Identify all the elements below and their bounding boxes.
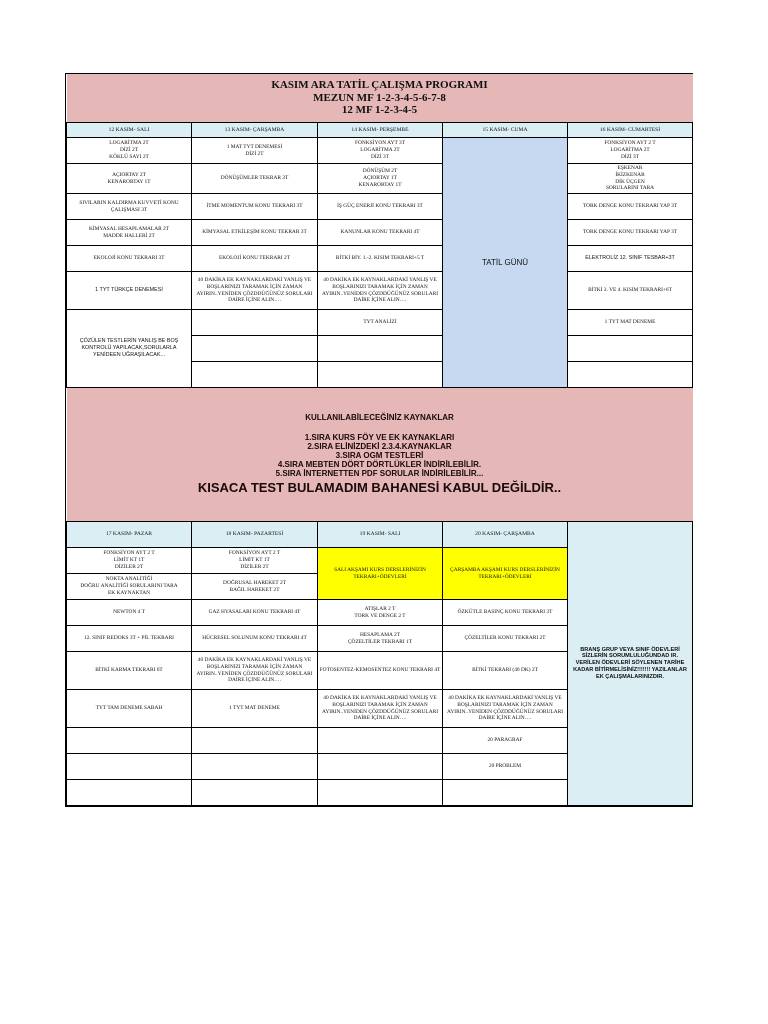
week2-header-row [67,522,693,548]
schedule-cell: FONKSİYON AYT 3T LOGARİTMA 2T DİZİ 3T [318,138,443,164]
table-row [67,246,693,272]
schedule-cell: HÜCRESEL SOLUNUM KONU TEKRARI 4T [192,626,318,652]
schedule-cell: ATIŞLAR 2 T TORK VE DENGE 2 T [318,600,443,626]
schedule-cell: FONKSİYON AYT 2 T LOGARİTMA 2T DİZİ 3T [568,138,693,164]
schedule-cell: 1 TYT TÜRKÇE DENEMESİ [67,272,192,310]
schedule-cell: BİTKİ 3. VE 4. KISIM TEKRARI+6T [568,272,693,310]
schedule-cell: BİTKİ TEKRARI (40 DK) 2T [443,652,568,690]
highlight-cell: SALI AKŞAMI KURS DERSLERİNİZİN TEKRARI+ÖDEVLERİ [318,548,443,600]
schedule-cell: DÖNÜŞÜM 2T AÇIORTAY 1T KENARORTAY 1T [318,164,443,194]
schedule-cell: 40 DAKİKA EK KAYNAKLARDAKİ YANLIŞ VE BOŞLARINIZI TARAMAK İÇİN ZAMAN AYIRIN..YENİDEN ÇÖZDDÜĞÜNÜZ SORULARI DAİRE İÇİNE ALIN…. [192,652,318,690]
schedule-cell: İŞ GÜÇ ENERJİ KONU TEKRARI 3T [318,194,443,220]
resources-heading: KULLANILABİLECEĞİNİZ KAYNAKLAR [305,413,454,423]
day-header: 13 KASIM- ÇARŞAMBA [192,123,318,138]
resource-item: 1.SIRA KURS FÖY VE EK KAYNAKLARI [304,432,455,442]
schedule-cell: ELEKTROLİZ 12. SINIF TESBAR+3T [568,246,693,272]
table-row [67,164,693,194]
schedule-cell: TYT ANALİZİ [318,310,443,336]
schedule-cell: KİMYASAL ETKİLEŞİM KONU TEKRAR 3T [192,220,318,246]
schedule-cell: 40 DAKİKA EK KAYNAKLARDAKİ YANLIŞ VE BOŞLARINIZI TARAMAK İÇİN ZAMAN AYIRIN..YENİDEN ÇÖZDDÜĞÜNÜZ SORULARI DAİRE İÇİNE ALIN…. [443,690,568,728]
schedule-cell: BİTKİ KARMA TEKRARI 6T [67,652,192,690]
highlight-cell: ÇARŞAMBA AKŞAMI KURS DERSLERİNİZİN TEKRARI+ÖDEVLERİ [443,548,568,600]
empty-cell [67,754,192,780]
schedule-cell: TYT TAM DENEME SABAH [67,690,192,728]
schedule-cell: NEWTON 4 T [67,600,192,626]
day-header: 18 KASIM- PAZARTESİ [192,522,318,548]
schedule-table [66,74,693,806]
title-line-1: KASIM ARA TATİL ÇALIŞMA PROGRAMI [271,79,488,92]
schedule-cell: EŞKENAR İKİZKENAR DİK ÜÇGEN SORULARINI TARA [568,164,693,194]
empty-cell [318,362,443,388]
empty-cell [318,754,443,780]
day-header: 17 KASIM- PAZAR [67,522,192,548]
schedule-cell: EKOLOJİ KONU TEKRARI 2T [192,246,318,272]
empty-cell [443,780,568,806]
schedule-cell: FOTOSENTEZ-KEMOSENTEZ KONU TEKRARI 4T [318,652,443,690]
table-row [67,194,693,220]
homework-note-text: BRANŞ GRUP VEYA SINIF ÖDEVLERİ SİZLERİN SORUMLULUĞUNDAD IR. VERİLEN ÖDEVLERİ SÖYLENEN TARİHE KADAR BİTİRMELİSİNİZ!!!!!!! YAZILANLAR EK ÇALIŞMALARINIZDIR. [573,646,687,680]
empty-cell [67,728,192,754]
table-row [67,220,693,246]
empty-cell [568,362,693,388]
schedule-cell: 1 TYT MAT DENEME [568,310,693,336]
schedule-cell: KANUNLAR KONU TEKRARI 4T [318,220,443,246]
schedule-cell: 20 PARAGRAF [443,728,568,754]
day-header: 20 KASIM- ÇARŞAMBA [443,522,568,548]
empty-cell [192,754,318,780]
schedule-sheet [65,73,693,807]
homework-note [568,522,693,806]
empty-cell [192,336,318,362]
schedule-cell: 40 DAKİKA EK KAYNAKLARDAKİ YANLIŞ VE BOŞLARINIZI TARAMAK İÇİN ZAMAN AYIRIN..YENİDEN ÇÖZDDÜĞÜNÜZ SORULARI DAİRE İÇİNE ALIN…. [192,272,318,310]
schedule-cell: FONKSİYON AYT 2 T LİMİT KT 1T DİZİLER 2T [67,548,192,574]
schedule-cell: AÇIORTAY 2T KENARORTAY 1T [67,164,192,194]
schedule-cell: ÖZKÜTLE BASINÇ KONU TEKRARI 3T [443,600,568,626]
schedule-cell: EKOLOJİ KONU TEKRARI 3T [67,246,192,272]
resources-slogan: KISACA TEST BULAMADIM BAHANESİ KABUL DEĞİLDİR.. [197,479,562,495]
empty-cell [568,336,693,362]
schedule-cell: LOGARİTMA 2T DİZİ 2T KÖKLÜ SAYI 2T [67,138,192,164]
resource-item: 4.SIRA MEBTEN DÖRT DÖRTLÜKLER İNDİRİLEBİLİR. [277,460,482,470]
empty-cell [318,336,443,362]
empty-cell [192,310,318,336]
schedule-cell: 1 MAT TYT DENEMESİ DİZİ 2T [192,138,318,164]
schedule-cell: ÇÖZELTİLER KONU TEKRARI 2T [443,626,568,652]
schedule-cell: DOĞRUSAL HAREKET 2T BAĞIL HAREKET 2T [192,574,318,600]
schedule-cell: NOKTA ANALİTİĞİ DOĞRU ANALİTİĞİ SORULARINI TARA EK KAYNAKTAN [67,574,192,600]
schedule-cell: FONKSİYON AYT 2 T LİMİT KT 1T DİZİLER 2T [192,548,318,574]
resources-block [67,388,693,522]
schedule-cell: GAZ HYASALARI KONU TEKRARI 4T [192,600,318,626]
resource-item: 3.SIRA OGM TESTLERİ [335,451,424,461]
table-row [67,138,693,164]
schedule-cell: KİMYASAL HESAPLAMALAR 2T MADDE HALLERİ 2T [67,220,192,246]
day-header: 16 KASIM- CUMARTESİ [568,123,693,138]
schedule-cell: 40 DAKİKA EK KAYNAKLARDAKİ YANLIŞ VE BOŞLARINIZI TARAMAK İÇİN ZAMAN AYIRIN..YENİDEN ÇÖZDDÜĞÜNÜZ SORULARI DAİRE İÇİNE ALIN…. [318,272,443,310]
empty-cell [67,780,192,806]
empty-cell [192,780,318,806]
schedule-cell: 20 PROBLEM [443,754,568,780]
schedule-cell: 40 DAKİKA EK KAYNAKLARDAKİ YANLIŞ VE BOŞLARINIZI TARAMAK İÇİN ZAMAN AYIRIN..YENİDEN ÇÖZDDÜĞÜNÜZ SORULARI DAİRE İÇİNE ALIN…. [318,690,443,728]
day-header: 14 KASIM- PERŞEMBE [318,123,443,138]
schedule-cell: TORK DENGE KONU TEKRARI YAP 3T [568,194,693,220]
schedule-cell: TORK DENGE KONU TEKRARI YAP 3T [568,220,693,246]
resource-item: 2.SIRA ELİNİZDEKİ 2.3.4.KAYNAKLAR [307,441,452,451]
holiday-cell: TATİL GÜNÜ [443,138,568,388]
schedule-cell: İTME MOMENTUM KONU TEKRARI 3T [192,194,318,220]
schedule-cell: BİTKİ BİY. 1.-2. KISIM TEKRARI+5 T [318,246,443,272]
day-header: 12 KASIM- SALI [67,123,192,138]
table-row [67,310,693,336]
schedule-cell: ÇÖZÜLEN TESTLERİN YANLIŞ BE BOŞ KONTROLÜ YAPILACAK,SORULARLA YENİDEEN UĞRAŞILACAK... [67,310,192,388]
schedule-cell: 12. SINIF REDOKS 3T + PİL TEKRARI [67,626,192,652]
empty-cell [318,780,443,806]
schedule-cell: HESAPLAMA 2T ÇÖZELTİLER TEKRARI 1T [318,626,443,652]
day-header: 15 KASIM- CUMA [443,123,568,138]
empty-cell [192,728,318,754]
empty-cell [192,362,318,388]
week1-header-row [67,123,693,138]
title-line-2: MEZUN MF 1-2-3-4-5-6-7-8 [313,91,446,104]
resource-item: 5.SIRA İNTERNETTEN PDF SORULAR İNDİRİLEBİLİR... [275,469,484,479]
schedule-cell: SIVILARIN KALDIRMA KUVVETİ KONU ÇALIŞMASI 3T [67,194,192,220]
empty-cell [318,728,443,754]
schedule-cell: DÖNÜŞÜMLER TEKRAR 3T [192,164,318,194]
day-header: 19 KASIM- SALI [318,522,443,548]
page-title [67,74,693,123]
title-line-3: 12 MF 1-2-3-4-5 [341,104,418,117]
table-row [67,272,693,310]
schedule-cell: 1 TYT MAT DENEME [192,690,318,728]
